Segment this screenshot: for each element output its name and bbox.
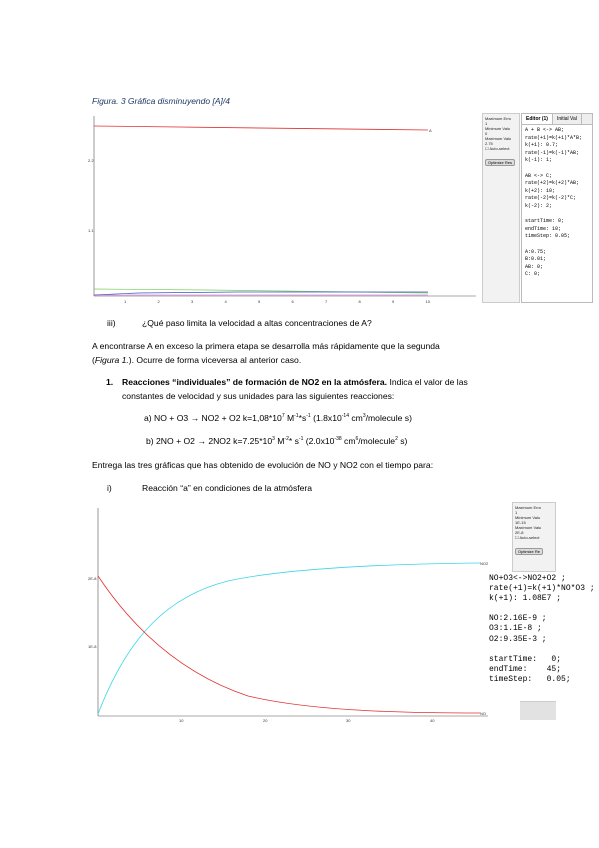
reaction-b <box>146 434 407 448</box>
figure1-plot <box>88 112 478 304</box>
max-value-label: Maximum Valu <box>515 525 542 530</box>
reaction-a <box>144 411 412 425</box>
code-line <box>525 241 589 249</box>
answer-paragraph <box>92 339 552 367</box>
unit: /molecule s) <box>365 413 412 423</box>
section-heading-bold: Reacciones “individuales” de formación de NO2 en la atmósfera. <box>122 377 388 387</box>
code-line: rate(+1)=k(+1)*A*B; <box>525 134 583 141</box>
max-error-value[interactable]: 1 <box>485 121 488 126</box>
code-line: k(+1): 1.08E7 ; <box>489 594 562 604</box>
unit: *s <box>298 413 307 423</box>
code-line: rate(+2)=k(+2)*AB; <box>525 180 580 187</box>
exponent: 3 <box>272 436 275 443</box>
x-tick-label: 3 <box>191 299 194 304</box>
code-line: startTime: 0; <box>489 654 562 664</box>
autoselect-label: Auto-select <box>519 535 540 540</box>
figure2-svg <box>88 506 498 724</box>
exponent: 6 <box>355 436 359 443</box>
series-green-line <box>94 289 428 293</box>
autoselect-checkbox[interactable]: ☐ Auto-select <box>515 535 540 540</box>
max-error-label: Maximum Erro <box>515 505 542 510</box>
exponent: -1 <box>298 436 304 443</box>
editor-scrollbar[interactable] <box>520 701 556 720</box>
exponent: -38 <box>334 436 342 443</box>
exponent: -14 <box>341 413 349 420</box>
series-a-label: A <box>429 128 432 133</box>
code-line: k(-1): 1; <box>525 157 553 164</box>
code-line: NO:2.16E-9 ; <box>489 614 547 624</box>
code-line: k(-2): 2; <box>525 202 553 209</box>
tab-editor[interactable]: Editor (1) <box>522 114 553 124</box>
y-tick-label: 1.1 <box>88 228 94 233</box>
x-tick-label: 30 <box>346 718 351 723</box>
autoselect-checkbox[interactable]: ☐ Auto-select <box>485 146 510 151</box>
figure-reference: Figura 1. <box>94 355 129 365</box>
max-value-label: Maximum Valu <box>485 136 512 141</box>
series-no2-label: NO2 <box>480 561 489 566</box>
series-no2-line <box>98 563 480 714</box>
code-line: endTime: 10; <box>525 225 562 232</box>
x-tick-label: 5 <box>258 299 261 304</box>
unit: (2.0x10 <box>303 436 335 446</box>
min-value-label: Minimum Valu <box>515 515 541 520</box>
item-text: Reacción “a” en condiciones de la atmósfera <box>142 483 313 493</box>
x-tick-label: 8 <box>358 299 361 304</box>
reaction-b-equation: b) 2NO + O2 → 2NO2 k=7.25*10 <box>146 436 273 446</box>
max-error-label: Maximum Erro <box>485 116 512 121</box>
series-no-line <box>98 576 480 713</box>
figure2-editor[interactable] <box>489 574 597 720</box>
code-line: C: 0; <box>525 271 541 278</box>
code-line: NO+O3<->NO2+O2 ; <box>489 574 566 583</box>
code-line: AB: 0; <box>525 263 544 270</box>
figure2-settings-panel <box>512 502 556 572</box>
item-number: i) <box>107 483 112 493</box>
section-heading-line-2: constantes de velocidad y sus unidades para las siguientes reacciones: <box>122 391 395 401</box>
code-line: A:0.75; <box>525 248 547 255</box>
x-tick-label: 10 <box>425 299 430 304</box>
exponent: 7 <box>281 413 285 420</box>
code-line: B:0.01; <box>525 256 547 263</box>
answer-line-1: A encontrarse A en exceso la primera etapa se desarrolla más rápidamente que la segunda <box>92 341 440 351</box>
series-no-label: NO <box>480 711 486 716</box>
answer-line-2 <box>92 353 552 367</box>
max-value-value[interactable]: 2E-8 <box>515 530 524 535</box>
code-line: k(+2): 10; <box>525 187 556 194</box>
figure1-settings-panel <box>482 113 520 303</box>
exponent: -2 <box>284 436 289 443</box>
unit: M <box>274 436 285 446</box>
min-value-value[interactable]: 0 <box>485 131 488 136</box>
x-tick-label: 2 <box>157 299 160 304</box>
code-line: startTime: 0; <box>525 218 565 225</box>
editor-code[interactable] <box>489 574 597 685</box>
question-text: ¿Qué paso limita la velocidad a altas concentraciones de A? <box>142 318 372 328</box>
code-line: timeStep: 0.05; <box>525 233 571 240</box>
section-heading-text: Indica el valor de las <box>389 377 468 387</box>
code-line: O3:1.1E-8 ; <box>489 624 542 634</box>
code-line: timeStep: 0.05; <box>489 674 571 684</box>
code-line: k(+1): 0.7; <box>525 142 559 149</box>
x-tick-label: 20 <box>263 718 268 723</box>
editor-tabs <box>522 114 592 125</box>
code-line: rate(-1)=k(-1)*AB; <box>525 149 580 156</box>
code-line: AB <-> C; <box>525 172 553 179</box>
unit: cm <box>349 413 363 423</box>
x-tick-label: 4 <box>224 299 227 304</box>
figure-caption: Figura. 3 Gráfica disminuyendo [A]/4 <box>92 96 230 106</box>
autoselect-label: Auto-select <box>489 146 510 151</box>
section-heading <box>122 375 562 403</box>
x-tick-label: 6 <box>291 299 294 304</box>
x-tick-label: 9 <box>392 299 395 304</box>
min-value-value[interactable]: 1E-15 <box>515 520 526 525</box>
code-line <box>525 211 589 219</box>
series-a-line <box>94 126 428 130</box>
editor-code[interactable] <box>522 125 592 281</box>
answer-line-2-rest: ). Ocurre de forma viceversa al anterior caso. <box>128 355 302 365</box>
min-value-label: Minimum Valu <box>485 126 511 131</box>
unit: M <box>284 413 295 423</box>
exponent: -1 <box>294 413 299 420</box>
y-tick-label: 2E-8 <box>88 576 97 581</box>
section-number: 1. <box>106 377 114 387</box>
code-line: endTime: 45; <box>489 664 562 674</box>
x-tick-label: 10 <box>179 718 184 723</box>
optimize-button[interactable]: Optimize Res <box>485 159 515 166</box>
code-line <box>489 604 597 614</box>
unit: s) <box>397 436 408 446</box>
exponent: -1 <box>306 413 311 420</box>
tab-initial-values[interactable]: Initial Val <box>553 114 582 124</box>
x-tick-label: 7 <box>325 299 328 304</box>
code-line: rate(-2)=k(-2)*C; <box>525 195 577 202</box>
exponent: 2 <box>395 436 398 443</box>
y-tick-label: 1E-8 <box>88 644 97 649</box>
max-error-value[interactable]: 1 <box>515 510 518 515</box>
question-number: iii) <box>107 318 116 328</box>
optimize-button[interactable]: Optimize Re <box>515 548 543 555</box>
figure1-svg <box>88 112 478 304</box>
unit: * s <box>288 436 299 446</box>
code-line: rate(+1)=k(+1)*NO*O3 ; <box>489 584 595 594</box>
code-line <box>489 645 597 655</box>
code-line: O2:9.35E-3 ; <box>489 634 547 644</box>
code-line <box>525 165 589 173</box>
exponent: 3 <box>362 413 366 420</box>
figure1-editor <box>521 113 593 303</box>
unit: /molecule <box>358 436 396 446</box>
answer-paren: ( <box>92 355 95 365</box>
figure2-plot <box>88 506 498 724</box>
code-line: A + B <-> AB; <box>525 127 565 133</box>
unit: (1.8x10 <box>310 413 342 423</box>
max-value-value[interactable]: 2.75 <box>485 141 493 146</box>
x-tick-label: 40 <box>430 718 435 723</box>
unit: cm <box>341 436 356 446</box>
y-tick-label: 2.2 <box>88 158 94 163</box>
x-tick-label: 1 <box>124 299 127 304</box>
reaction-a-equation: a) NO + O3 → NO2 + O2 k=1,08*10 <box>144 413 282 423</box>
instruction-text: Entrega las tres gráficas que has obtenido de evolución de NO y NO2 con el tiempo para: <box>92 460 434 470</box>
